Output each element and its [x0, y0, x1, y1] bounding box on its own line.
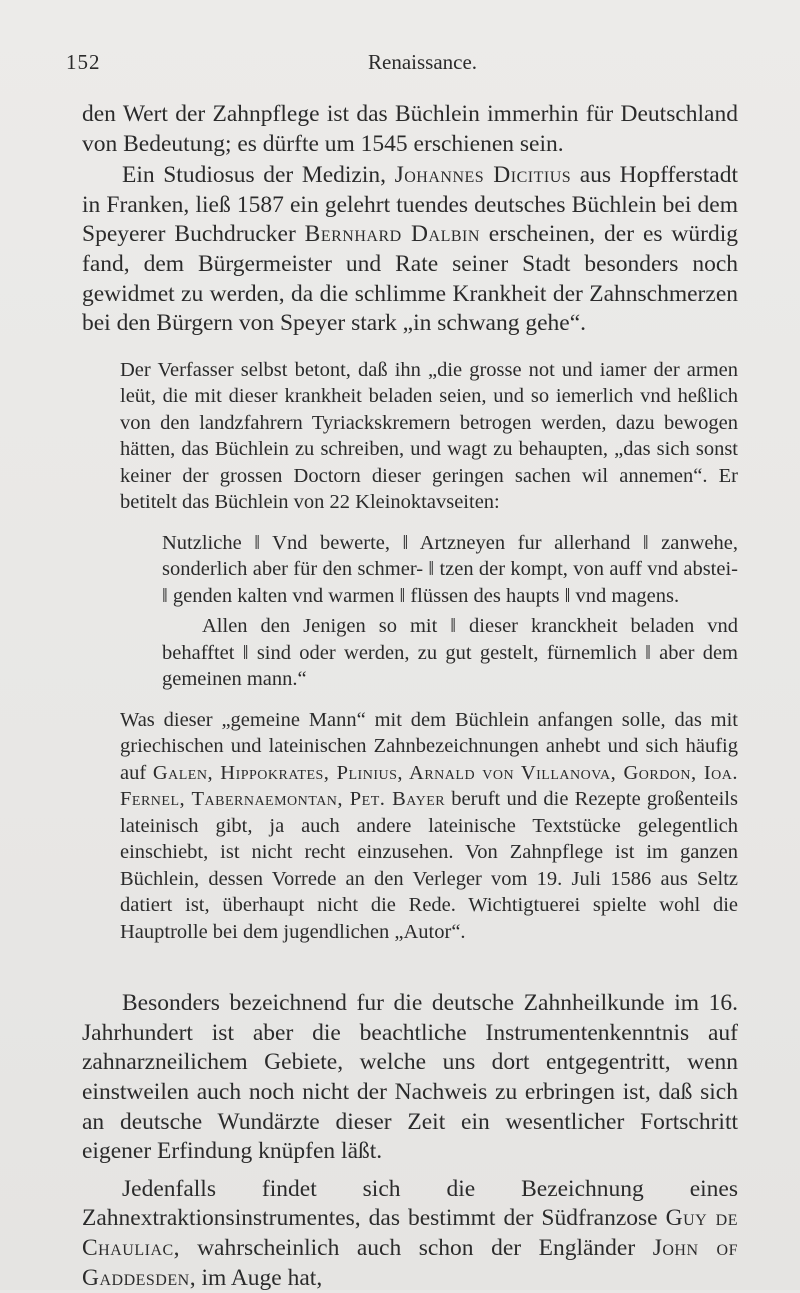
- author-name: Johannes Dicitius: [394, 162, 572, 189]
- page-number: 152: [66, 50, 101, 74]
- author-name: Guy de Chauliac: [82, 1205, 738, 1261]
- cited-authors: Galen, Hippokrates, Plinius, Arnald von Villanova, Gordon, Ioa. Fernel, Tabernaemontan, Pet. Bayer: [120, 761, 738, 811]
- paragraph-text: , im Auge hat,: [189, 1264, 323, 1291]
- paragraph-text: erscheinen, der es würdig fand, dem Bürgermeister und Rate seiner Stadt besonders noch gewidmet zu werden, da die schlimme Krankheit der Zahnschmerzen bei den Bürgern von Speyer stark „in schwang gehe“.: [82, 221, 738, 337]
- paragraph-instruments: Besonders bezeichnend fur die deutsche Zahnheilkunde im 16. Jahrhundert ist aber die beachtliche Instrumentenkenntnis auf zahnarzneilichem Gebiete, welche uns dort entgegentritt, wenn einstweilen auch noch nicht der Nachweis zu erbringen ist, daß sich an deutsche Wundärzte dieser Zeit ein wesentlicher Fortschritt eigener Erfindung knüpfen läßt.: [82, 990, 738, 1165]
- book-dedication-quote: Allen den Jenigen so mit ‖ dieser kranckheit beladen vnd behafftet ‖ sind oder werden, zu gut gestelt, fürnemlich ‖ aber dem gemeinen mann.“: [162, 615, 738, 691]
- paragraph-text: , wahrscheinlich auch schon der Engländer: [173, 1235, 653, 1261]
- paragraph-extraction: [82, 1175, 738, 1293]
- paragraph-dicitius: [82, 161, 738, 339]
- paragraph-text: aus Hopfferstadt in Franken, ließ 1587 ein gelehrt tuendes deutsches Büchlein bei dem Speyerer Buchdrucker: [82, 162, 738, 248]
- paragraph-text: Was dieser „gemeine Mann“ mit dem Büchlein anfangen solle, das mit griechischen und lateinischen Zahnbezeichnungen anhebt und sich häufig auf: [120, 708, 738, 784]
- printer-name: Bernhard Dalbin: [304, 221, 480, 248]
- paragraph-text: Jedenfalls findet sich die Bezeichnung eines Zahnextraktionsinstrumentes, das bestimmt der Südfranzose: [82, 1175, 738, 1232]
- book-title-quote: Nutzliche ‖ Vnd bewerte, ‖ Artzneyen fur allerhand ‖ zanwehe, sonderlich aber für den schmer- ‖ tzen der kompt, von auff vnd abstei- ‖ genden kalten vnd warmen ‖ flüssen des haupts ‖ vnd magens.: [162, 531, 738, 607]
- paragraph-small-print: [82, 707, 738, 946]
- page-body: [82, 100, 738, 1293]
- paragraph-small-print: Der Verfasser selbst betont, daß ihn „die grosse not und iamer der armen leüt, die mit dieser krankheit beladen seien, und so iemerlich vnd heßlich von den landzfahrern Tyriackskremern betrogen werden, dazu bewogen hätten, das Büchlein zu schreiben, und wagt zu behaupten, „das sich sonst keiner der grossen Doctorn dieser geringen sachen wil annemen“. Er betitelt das Büchlein von 22 Kleinoktavseiten:: [120, 358, 738, 514]
- paragraph-continued: den Wert der Zahnpflege ist das Büchlein immerhin für Deutschland von Bedeutung; es dürfte um 1545 erschienen sein.: [82, 101, 738, 157]
- paragraph-text: beruft und die Rezepte großenteils lateinisch gibt, ja auch andere lateinische Textstücke gelegentlich einschiebt, ist nicht recht einzusehen. Von Zahnpflege ist im ganzen Büchlein, dessen Vorrede an den Verleger vom 19. Juli 1586 aus Seltz datiert ist, überhaupt nicht die Rede. Wichtigtuerei spielte wohl die Hauptrolle bei dem jugendlichen „Autor“.: [120, 788, 738, 943]
- running-title: Renaissance.: [368, 50, 478, 74]
- author-name: John of Gaddesden: [82, 1235, 739, 1291]
- paragraph-text: Ein Studiosus der Medizin,: [122, 162, 395, 189]
- page-header: [0, 50, 800, 80]
